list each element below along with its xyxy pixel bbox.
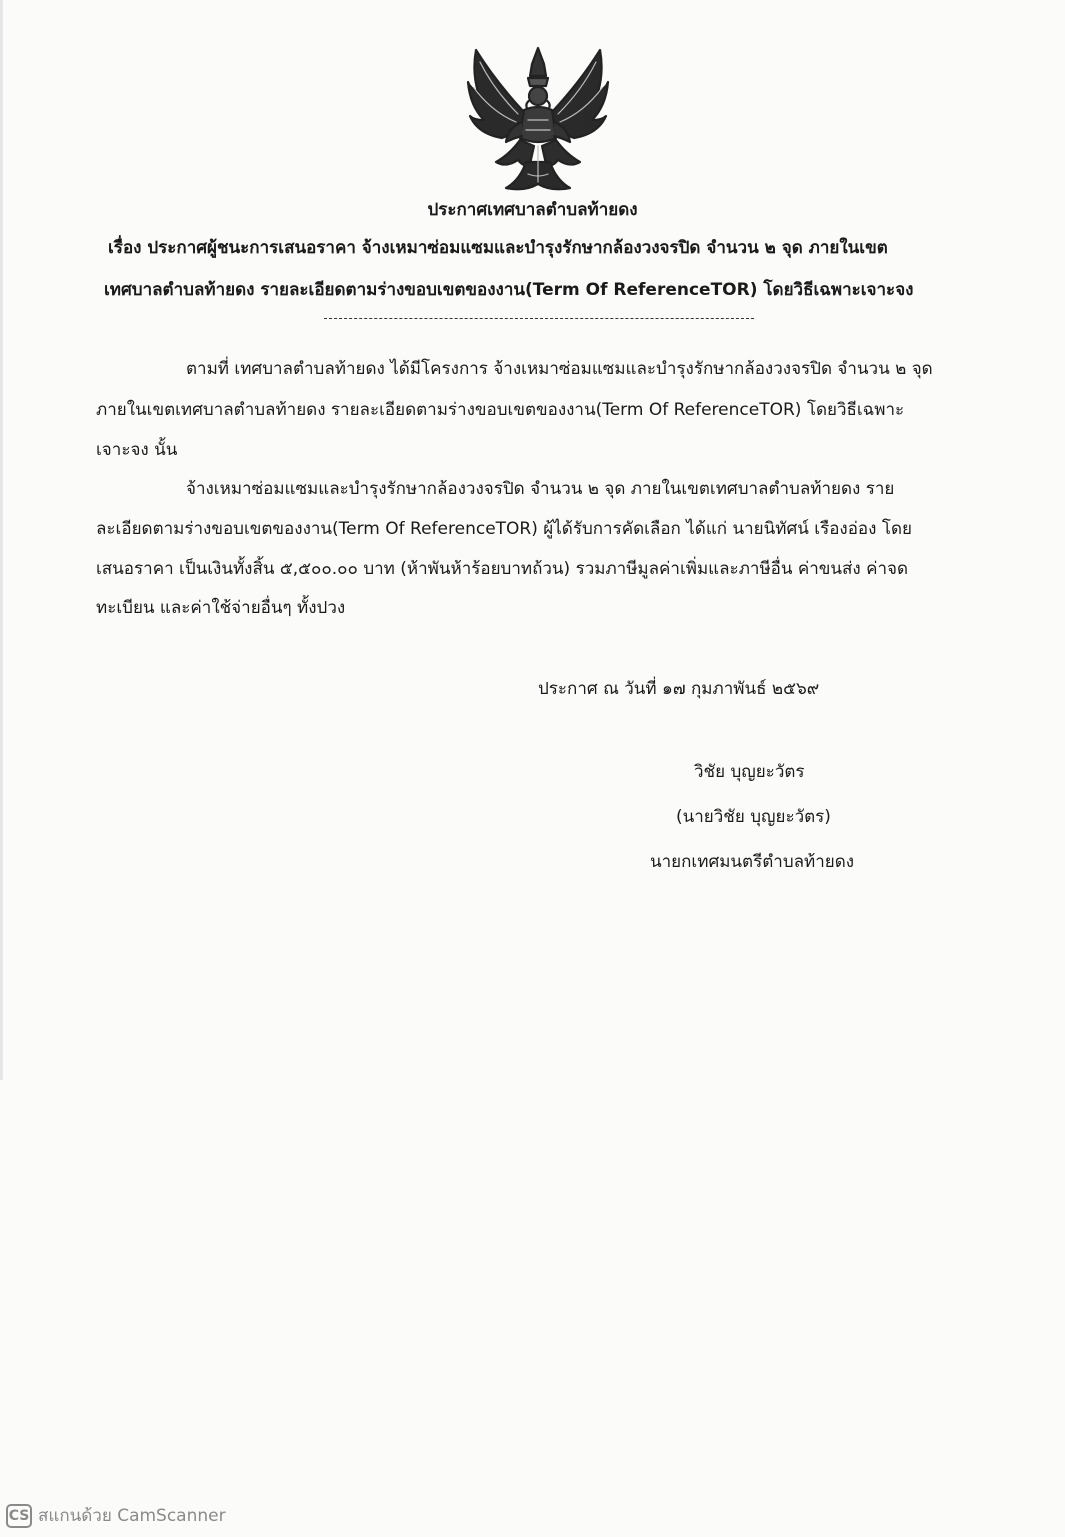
paragraph-1-line-3: เจาะจง นั้น <box>96 440 178 460</box>
scan-edge <box>0 0 3 1080</box>
divider <box>324 318 754 319</box>
paragraph-2-line-2: ละเอียดตามร่างขอบเขตของงาน(Term Of ReferenceTOR) ผู้ได้รับการคัดเลือก ได้แก่ นายนิทัศน์ เรืองอ่อง โดย <box>96 519 912 539</box>
paragraph-2-line-3: เสนอราคา เป็นเงินทั้งสิ้น ๕,๕๐๐.๐๐ บาท (ห้าพันห้าร้อยบาทถ้วน) รวมภาษีมูลค่าเพิ่มและภาษีอื่น ค่าขนส่ง ค่าจด <box>96 559 909 579</box>
announcement-title: ประกาศเทศบาลตำบลท้ายดง <box>427 200 638 220</box>
signature: วิชัย บุญยะวัตร <box>694 762 805 782</box>
garuda-emblem-icon <box>466 42 610 194</box>
paragraph-2-line-4: ทะเบียน และค่าใช้จ่ายอื่นๆ ทั้งปวง <box>96 598 346 618</box>
paragraph-1-line-1: ตามที่ เทศบาลตำบลท้ายดง ได้มีโครงการ จ้างเหมาซ่อมแซมและบำรุงรักษากล้องวงจรปิด จำนวน ๒ จุด <box>186 359 933 379</box>
paragraph-1-line-2: ภายในเขตเทศบาลตำบลท้ายดง รายละเอียดตามร่างขอบเขตของงาน(Term Of ReferenceTOR) โดยวิธีเฉพาะ <box>96 400 905 420</box>
paragraph-2-line-1: จ้างเหมาซ่อมแซมและบำรุงรักษากล้องวงจรปิด จำนวน ๒ จุด ภายในเขตเทศบาลตำบลท้ายดง ราย <box>186 479 895 499</box>
signer-name: (นายวิชัย บุญยะวัตร) <box>676 807 831 827</box>
camscanner-watermark <box>6 1502 226 1529</box>
watermark-text: สแกนด้วย CamScanner <box>38 1506 226 1526</box>
subject-line-1: เรื่อง ประกาศผู้ชนะการเสนอราคา จ้างเหมาซ่อมแซมและบำรุงรักษากล้องวงจรปิด จำนวน ๒ จุด ภายในเขต <box>108 238 888 258</box>
signer-position: นายกเทศมนตรีตำบลท้ายดง <box>650 852 855 872</box>
subject-line-2: เทศบาลตำบลท้ายดง รายละเอียดตามร่างขอบเขตของงาน(Term Of ReferenceTOR) โดยวิธีเฉพาะเจาะจง <box>104 280 914 300</box>
announcement-date: ประกาศ ณ วันที่ ๑๗ กุมภาพันธ์ ๒๕๖๙ <box>538 679 820 699</box>
camscanner-logo-icon: CS <box>6 1504 32 1528</box>
